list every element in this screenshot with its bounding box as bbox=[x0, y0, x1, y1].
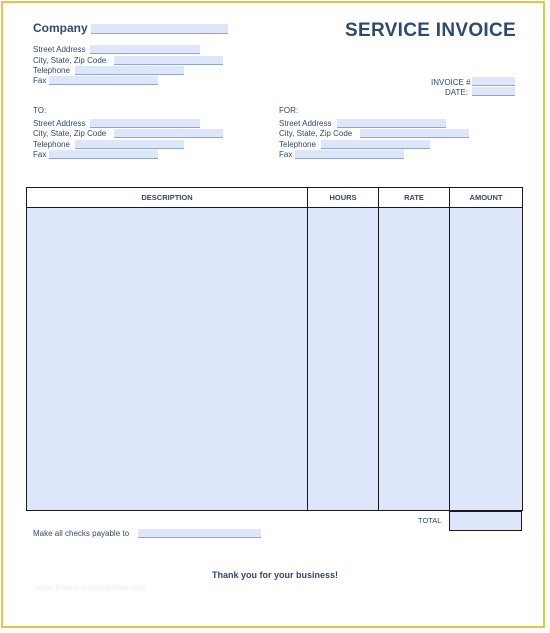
invoice-number-field[interactable] bbox=[472, 77, 515, 86]
date-field[interactable] bbox=[472, 87, 515, 96]
company-city-field[interactable] bbox=[114, 56, 223, 65]
for-city-label: City, State, Zip Code bbox=[279, 129, 353, 138]
for-fax-label: Fax bbox=[279, 150, 293, 159]
for-fax-field[interactable] bbox=[295, 150, 404, 159]
to-city-label: City, State, Zip Code bbox=[33, 129, 107, 138]
hours-column-header: HOURS bbox=[308, 188, 379, 208]
total-label: TOTAL bbox=[418, 516, 442, 525]
to-fax-field[interactable] bbox=[49, 150, 158, 159]
company-fax-field[interactable] bbox=[49, 76, 158, 85]
amount-column-header: AMOUNT bbox=[450, 188, 523, 208]
for-street-field[interactable] bbox=[337, 119, 446, 128]
for-telephone-field[interactable] bbox=[321, 140, 430, 149]
payable-to-field[interactable] bbox=[138, 529, 261, 538]
to-telephone-field[interactable] bbox=[75, 140, 184, 149]
watermark-text: www.freeinvoicetemplates.com bbox=[36, 583, 146, 592]
amount-cell[interactable] bbox=[450, 208, 523, 511]
thank-you-message: Thank you for your business! bbox=[211, 570, 339, 580]
to-street-field[interactable] bbox=[90, 119, 200, 128]
page-title: SERVICE INVOICE bbox=[345, 20, 516, 41]
for-telephone-label: Telephone bbox=[279, 140, 316, 149]
payable-to-label: Make all checks payable to bbox=[33, 529, 130, 538]
for-city-field[interactable] bbox=[360, 129, 469, 138]
line-items-table bbox=[26, 187, 523, 511]
for-street-label: Street Address bbox=[279, 119, 332, 128]
rate-cell[interactable] bbox=[379, 208, 450, 511]
company-telephone-label: Telephone bbox=[33, 66, 70, 75]
to-street-label: Street Address bbox=[33, 119, 86, 128]
description-cell[interactable] bbox=[27, 208, 308, 511]
table-row bbox=[27, 208, 523, 511]
to-city-field[interactable] bbox=[114, 129, 223, 138]
to-heading: TO: bbox=[33, 106, 47, 115]
hours-cell[interactable] bbox=[308, 208, 379, 511]
to-telephone-label: Telephone bbox=[33, 140, 70, 149]
company-city-label: City, State, Zip Code bbox=[33, 56, 107, 65]
invoice-number-label: INVOICE # bbox=[431, 78, 471, 87]
table-header-row bbox=[27, 188, 523, 208]
company-street-field[interactable] bbox=[90, 45, 200, 54]
description-column-header: DESCRIPTION bbox=[27, 188, 308, 208]
rate-column-header: RATE bbox=[379, 188, 450, 208]
company-label: Company bbox=[33, 21, 88, 35]
total-field[interactable] bbox=[449, 511, 522, 531]
company-telephone-field[interactable] bbox=[75, 66, 184, 75]
company-field[interactable] bbox=[91, 24, 228, 34]
date-label: DATE: bbox=[445, 88, 468, 97]
company-street-label: Street Address bbox=[33, 45, 86, 54]
to-fax-label: Fax bbox=[33, 150, 47, 159]
company-fax-label: Fax bbox=[33, 76, 47, 85]
for-heading: FOR: bbox=[279, 106, 299, 115]
